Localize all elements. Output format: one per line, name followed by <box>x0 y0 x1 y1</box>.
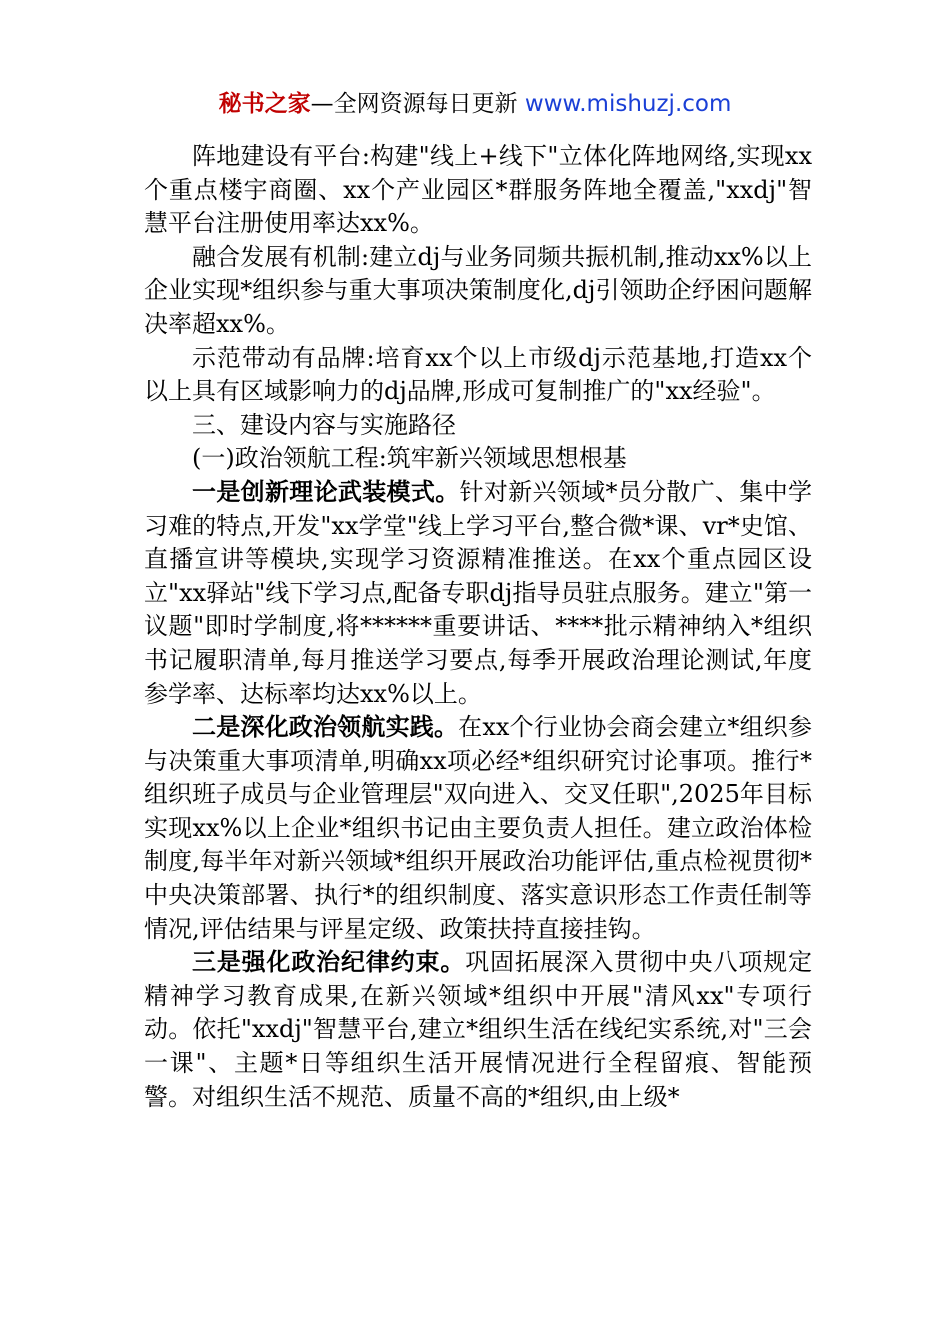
site-url-link[interactable]: www.mishuzj.com <box>524 91 732 117</box>
paragraph-mechanism <box>144 241 812 342</box>
paragraph-text: 巩固拓展深入贯彻中央八项规定精神学习教育成果,在新兴领域*组织中开展"清风xx"专项行动。依托"xxdj"智慧平台,建立*组织生活在线纪实系统,对"三会一课"、主题*日等组织生活开展情况进行全程留痕、智能预警。对组织生活不规范、质量不高的*组织,由上级* <box>144 948 813 1111</box>
paragraph-item-1 <box>144 476 812 711</box>
site-tagline: 全网资源每日更新 <box>333 91 518 117</box>
header-dash: — <box>310 91 334 117</box>
subsection-heading-text: (一)政治领航工程:筑牢新兴领域思想根基 <box>192 444 627 473</box>
paragraph-text: 阵地建设有平台:构建"线上+线下"立体化阵地网络,实现xx个重点楼宇商圈、xx个产业园区*群服务阵地全覆盖,"xxdj"智慧平台注册使用率达xx%。 <box>144 142 812 238</box>
subsection-heading <box>144 442 812 476</box>
paragraph-brand <box>144 342 812 409</box>
paragraph-text: 融合发展有机制:建立dj与业务同频共振机制,推动xx%以上企业实现*组织参与重大事项决策制度化,dj引领助企纾困问题解决率超xx%。 <box>144 242 812 338</box>
paragraph-text: 示范带动有品牌:培育xx个以上市级dj示范基地,打造xx个以上具有区域影响力的dj品牌,形成可复制推广的"xx经验"。 <box>144 343 812 406</box>
section-heading <box>144 409 812 443</box>
paragraph-text: 针对新兴领域*员分散广、集中学习难的特点,开发"xx学堂"线上学习平台,整合微*课、vr*史馆、直播宣讲等模块,实现学习资源精准推送。在xx个重点园区设立"xx驿站"线下学习点,配备专职dj指导员驻点服务。建立"第一议题"即时学制度,将******重要讲话、****批示精神纳入*组织书记履职清单,每月推送学习要点,每季开展政治理论测试,年度参学率、达标率均达xx%以上。 <box>144 477 813 708</box>
paragraph-item-3 <box>144 946 812 1114</box>
paragraph-lead: 三是强化政治纪律约束。 <box>192 948 466 977</box>
site-header <box>0 88 950 120</box>
section-heading-text: 三、建设内容与实施路径 <box>192 410 456 439</box>
paragraph-item-2 <box>144 711 812 946</box>
site-brand: 秘书之家 <box>218 91 311 117</box>
paragraph-platform <box>144 140 812 241</box>
paragraph-lead: 一是创新理论武装模式。 <box>192 477 460 506</box>
paragraph-text: 在xx个行业协会商会建立*组织参与决策重大事项清单,明确xx项必经*组织研究讨论事项。推行*组织班子成员与企业管理层"双向进入、交叉任职",2025年目标实现xx%以上企业*组织书记由主要负责人担任。建立政治体检制度,每半年对新兴领域*组织开展政治功能评估,重点检视贯彻*中央决策部署、执行*的组织制度、落实意识形态工作责任制等情况,评估结果与评星定级、政策扶持直接挂钩。 <box>144 713 812 943</box>
document-body <box>144 140 812 1114</box>
paragraph-lead: 二是深化政治领航实践。 <box>192 713 459 742</box>
